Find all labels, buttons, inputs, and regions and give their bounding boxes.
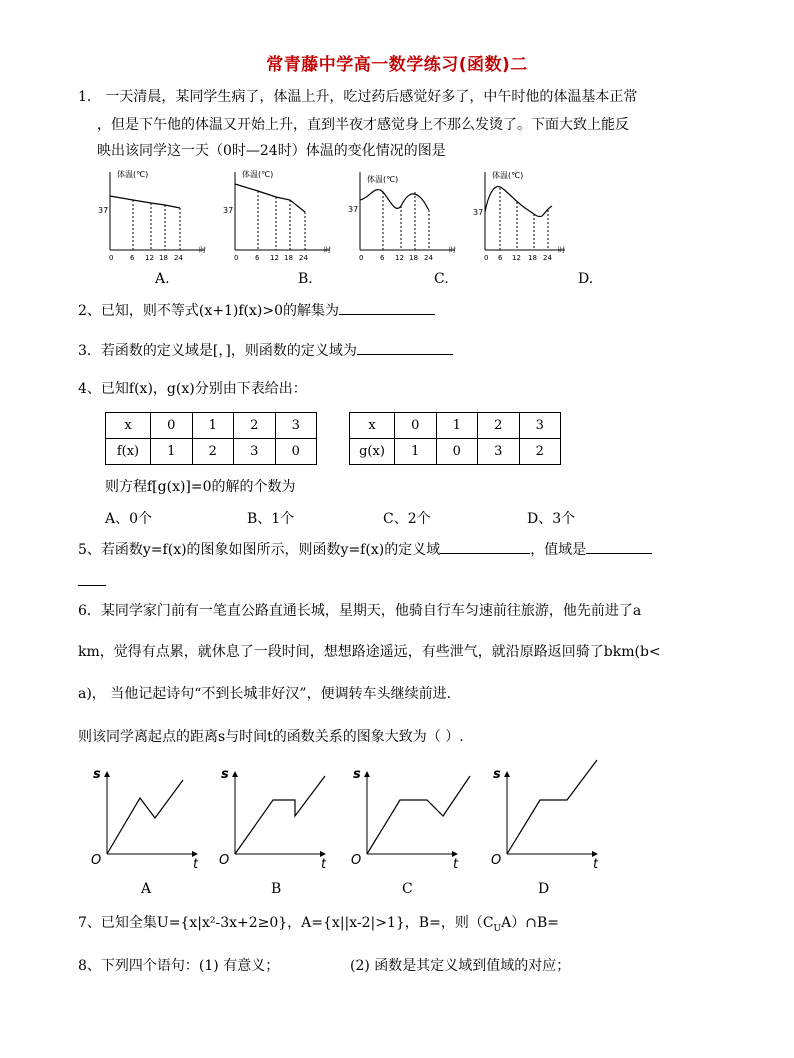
svg-text:6: 6 [255,254,260,262]
q4-question: 则方程f[g(x)]=0的解的个数为 [105,479,296,495]
q5-text-a: 5、若函数y=f(x)的图象如图所示，则函数y=f(x)的定义域 [78,542,441,558]
q6-line4: 则该同学离起点的距离s与时间t的函数关系的图象大致为（ ）. [78,729,464,745]
q6-line1: 6．某同学家门前有一笔直公路直通长城，星期天，他骑自行车匀速前往旅游，他先前进了a [78,603,642,619]
svg-text:时: 时 [324,246,331,254]
svg-text:O: O [219,853,230,868]
svg-text:12: 12 [270,254,279,262]
x-tick: 6 [130,254,135,262]
svg-text:体温(℃): 体温(℃) [367,175,399,184]
q6-graph-c [351,767,470,870]
svg-text:t: t [321,857,327,870]
x-tick: 12 [145,254,154,262]
q5-domain-blank[interactable] [440,538,530,554]
svg-text:12: 12 [395,254,404,262]
table-row: g(x) 1 0 3 2 [350,439,561,465]
x-tick: 18 [159,254,168,262]
q6-graph-a [91,767,199,870]
svg-text:24: 24 [424,254,433,262]
q8-text-b: (2) 函数是其定义域到值域的对应； [350,958,571,974]
table-row: x 0 1 2 3 [350,413,561,439]
svg-text:18: 18 [528,254,537,262]
q7-sub: U [493,923,502,934]
page-title: 常青藤中学高一数学练习(函数)二 [266,55,528,75]
q2-text: 2、已知，则不等式(x+1)f(x)>0的解集为 [78,303,340,319]
q2-answer-blank[interactable] [339,299,435,315]
table-row: x 0 1 2 3 [106,413,317,439]
svg-text:体温(℃): 体温(℃) [242,170,274,179]
q4-choice-a[interactable]: A、0个 [105,511,153,527]
svg-text:24: 24 [543,254,552,262]
temperature-curve [110,196,180,208]
q6-option-b: B [271,881,282,897]
q4-choice-c[interactable]: C、2个 [383,511,431,527]
q2 [78,299,435,322]
svg-text:O: O [491,853,502,868]
q4-choice-d[interactable]: D、3个 [527,511,576,527]
q6-graph-d [491,760,599,870]
q7-text-b: A）∩B= [501,915,559,931]
svg-text:0: 0 [484,254,489,262]
q5 [78,538,652,561]
svg-text:37: 37 [223,206,234,215]
x-unit: 时 [199,246,206,254]
svg-text:37: 37 [473,208,484,217]
table-row: f(x) 1 2 3 0 [106,439,317,465]
table-f [105,412,317,465]
svg-text:12: 12 [512,254,521,262]
q6-line2: km，觉得有点累，就休息了一段时间，想想路途遥远，有些泄气，就沿原路返回骑了bkm(b< [78,644,661,660]
q1-option-b: B. [298,271,313,287]
q1-graph-b [223,169,331,262]
q4-text: 4、已知f(x)，g(x)分别由下表给出： [78,381,307,397]
svg-text:时: 时 [449,246,456,254]
q6-option-c: C [402,881,413,897]
tick-37: 37 [98,206,109,215]
svg-text:0: 0 [234,254,239,262]
q1-graph-d [473,170,565,262]
q7-text-a: 7、已知全集U={x|x²-3x+2≥0}，A={x||x-2|>1}，B=，则（C [78,915,494,931]
q1-line1: 1． 一天清晨，某同学生病了，体温上升，吃过药后感觉好多了，中午时他的体温基本正常 [78,89,638,105]
svg-text:s: s [493,767,501,782]
svg-text:6: 6 [380,254,385,262]
q5-range-blank-continued[interactable] [78,585,106,586]
q1-graph-c [348,172,456,262]
q6-option-a: A [141,881,152,897]
q1-option-d: D. [578,271,594,287]
q3-answer-blank[interactable] [357,339,453,355]
axis-s: s [93,767,101,782]
q5-text-b: ，值域是 [530,542,587,558]
table-g [349,412,561,465]
svg-text:6: 6 [498,254,503,262]
q8-text-a: 8、下列四个语句：(1) 有意义； [78,958,280,974]
q3 [78,339,453,362]
origin: O [91,853,102,868]
svg-text:t: t [593,857,599,870]
q6-option-d: D [538,881,550,897]
q1-graph-a [98,169,206,262]
svg-text:s: s [353,767,361,782]
axis-t: t [193,857,199,870]
q6-graphs [85,758,615,870]
svg-text:18: 18 [284,254,293,262]
svg-text:体温(℃): 体温(℃) [492,171,524,180]
svg-text:0: 0 [359,254,364,262]
q6-graph-b [219,767,327,870]
svg-text:t: t [453,857,459,870]
svg-text:24: 24 [299,254,308,262]
q1-line2: ，但是下午他的体温又开始上升，直到半夜才感觉身上不那么发烫了。下面大致上能反 [97,117,629,133]
q1-option-c: C. [434,271,449,287]
q1-graphs [95,166,565,262]
svg-text:37: 37 [348,205,359,214]
svg-text:s: s [221,767,229,782]
x-tick: 24 [174,254,183,262]
graph-ylabel: 体温(℃) [117,170,149,179]
q1-line3: 映出该同学这一天（0时—24时）体温的变化情况的图是 [97,143,446,159]
q6-line3: a)， 当他记起诗句“不到长城非好汉”，便调转车头继续前进. [78,686,452,702]
q5-range-blank[interactable] [586,538,652,554]
svg-text:O: O [351,853,362,868]
x-tick: 0 [109,254,114,262]
q1-option-a: A. [155,271,170,287]
svg-text:时: 时 [558,246,565,254]
svg-text:18: 18 [409,254,418,262]
q7 [78,912,559,940]
q4-choice-b[interactable]: B、1个 [247,511,295,527]
q3-text: 3．若函数的定义域是[，]，则函数的定义域为 [78,343,357,359]
